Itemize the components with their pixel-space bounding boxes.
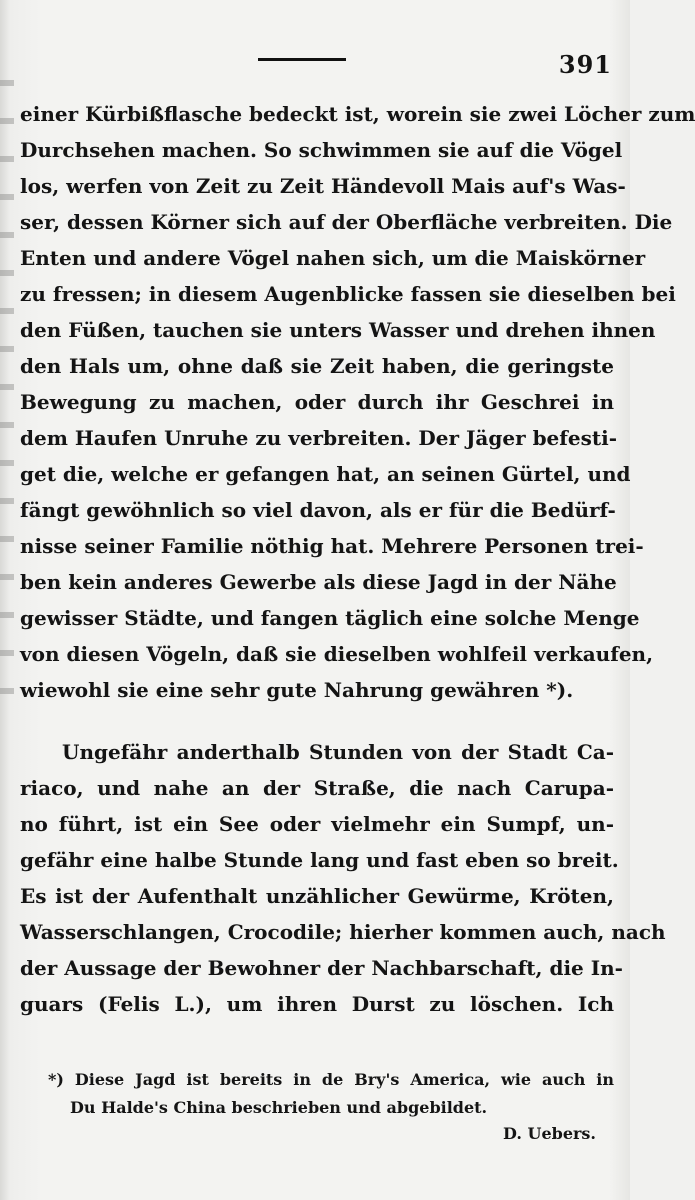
text-line: der Aussage der Bewohner der Nachbarschaft, die In- bbox=[20, 956, 623, 980]
text-line: den Hals um, ohne daß sie Zeit haben, die geringste bbox=[20, 354, 614, 378]
text-line: wiewohl sie eine sehr gute Nahrung gewähren *). bbox=[20, 678, 574, 702]
paragraph-gap bbox=[20, 708, 614, 734]
translator-signature: D. Uebers. bbox=[503, 1124, 596, 1143]
text-line: zu fressen; in diesem Augenblicke fassen sie dieselben bei bbox=[20, 282, 676, 306]
header-rule bbox=[258, 58, 346, 61]
text-line: Es ist der Aufenthalt unzählicher Gewürme, Kröten, bbox=[20, 884, 614, 908]
footnote-line: Du Halde's China beschrieben und abgebildet. bbox=[70, 1098, 488, 1117]
paragraph bbox=[20, 96, 695, 708]
text-line: ben kein anderes Gewerbe als diese Jagd in der Nähe bbox=[20, 570, 617, 594]
text-line: guars (Felis L.), um ihren Durst zu löschen. Ich bbox=[20, 992, 614, 1016]
text-line: gewisser Städte, und fangen täglich eine solche Menge bbox=[20, 606, 640, 630]
text-line: nisse seiner Familie nöthig hat. Mehrere Personen trei- bbox=[20, 534, 644, 558]
text-line: riaco, und nahe an der Straße, die nach Carupa- bbox=[20, 776, 614, 800]
text-line: von diesen Vögeln, daß sie dieselben wohlfeil verkaufen, bbox=[20, 642, 654, 666]
text-line: gefähr eine halbe Stunde lang und fast eben so breit. bbox=[20, 848, 619, 872]
text-line: Wasserschlangen, Crocodile; hierher kommen auch, nach bbox=[20, 920, 666, 944]
text-line: ser, dessen Körner sich auf der Oberfläche verbreiten. Die bbox=[20, 210, 673, 234]
text-line: einer Kürbißflasche bedeckt ist, worein sie zwei Löcher zum bbox=[20, 102, 695, 126]
text-line: no führt, ist ein See oder vielmehr ein Sumpf, un- bbox=[20, 812, 614, 836]
text-line: dem Haufen Unruhe zu verbreiten. Der Jäger befesti- bbox=[20, 426, 618, 450]
text-line: los, werfen von Zeit zu Zeit Händevoll Mais auf's Was- bbox=[20, 174, 626, 198]
text-line: Durchsehen machen. So schwimmen sie auf die Vögel bbox=[20, 138, 623, 162]
text-line: Bewegung zu machen, oder durch ihr Geschrei in bbox=[20, 390, 614, 414]
text-line: den Füßen, tauchen sie unters Wasser und drehen ihnen bbox=[20, 318, 656, 342]
footnote bbox=[48, 1066, 614, 1122]
text-line: fängt gewöhnlich so viel davon, als er für die Bedürf- bbox=[20, 498, 616, 522]
text-line: get die, welche er gefangen hat, an seinen Gürtel, und bbox=[20, 462, 631, 486]
paragraph bbox=[20, 734, 666, 1022]
main-text bbox=[20, 96, 695, 1022]
binding-gutter-shadow bbox=[0, 80, 14, 720]
footnote-line: *) Diese Jagd ist bereits in de Bry's America, wie auch in bbox=[48, 1070, 614, 1089]
text-line: Enten und andere Vögel nahen sich, um die Maiskörner bbox=[20, 246, 646, 270]
page-number: 391 bbox=[558, 50, 612, 79]
text-line: Ungefähr anderthalb Stunden von der Stadt Ca- bbox=[62, 740, 614, 764]
